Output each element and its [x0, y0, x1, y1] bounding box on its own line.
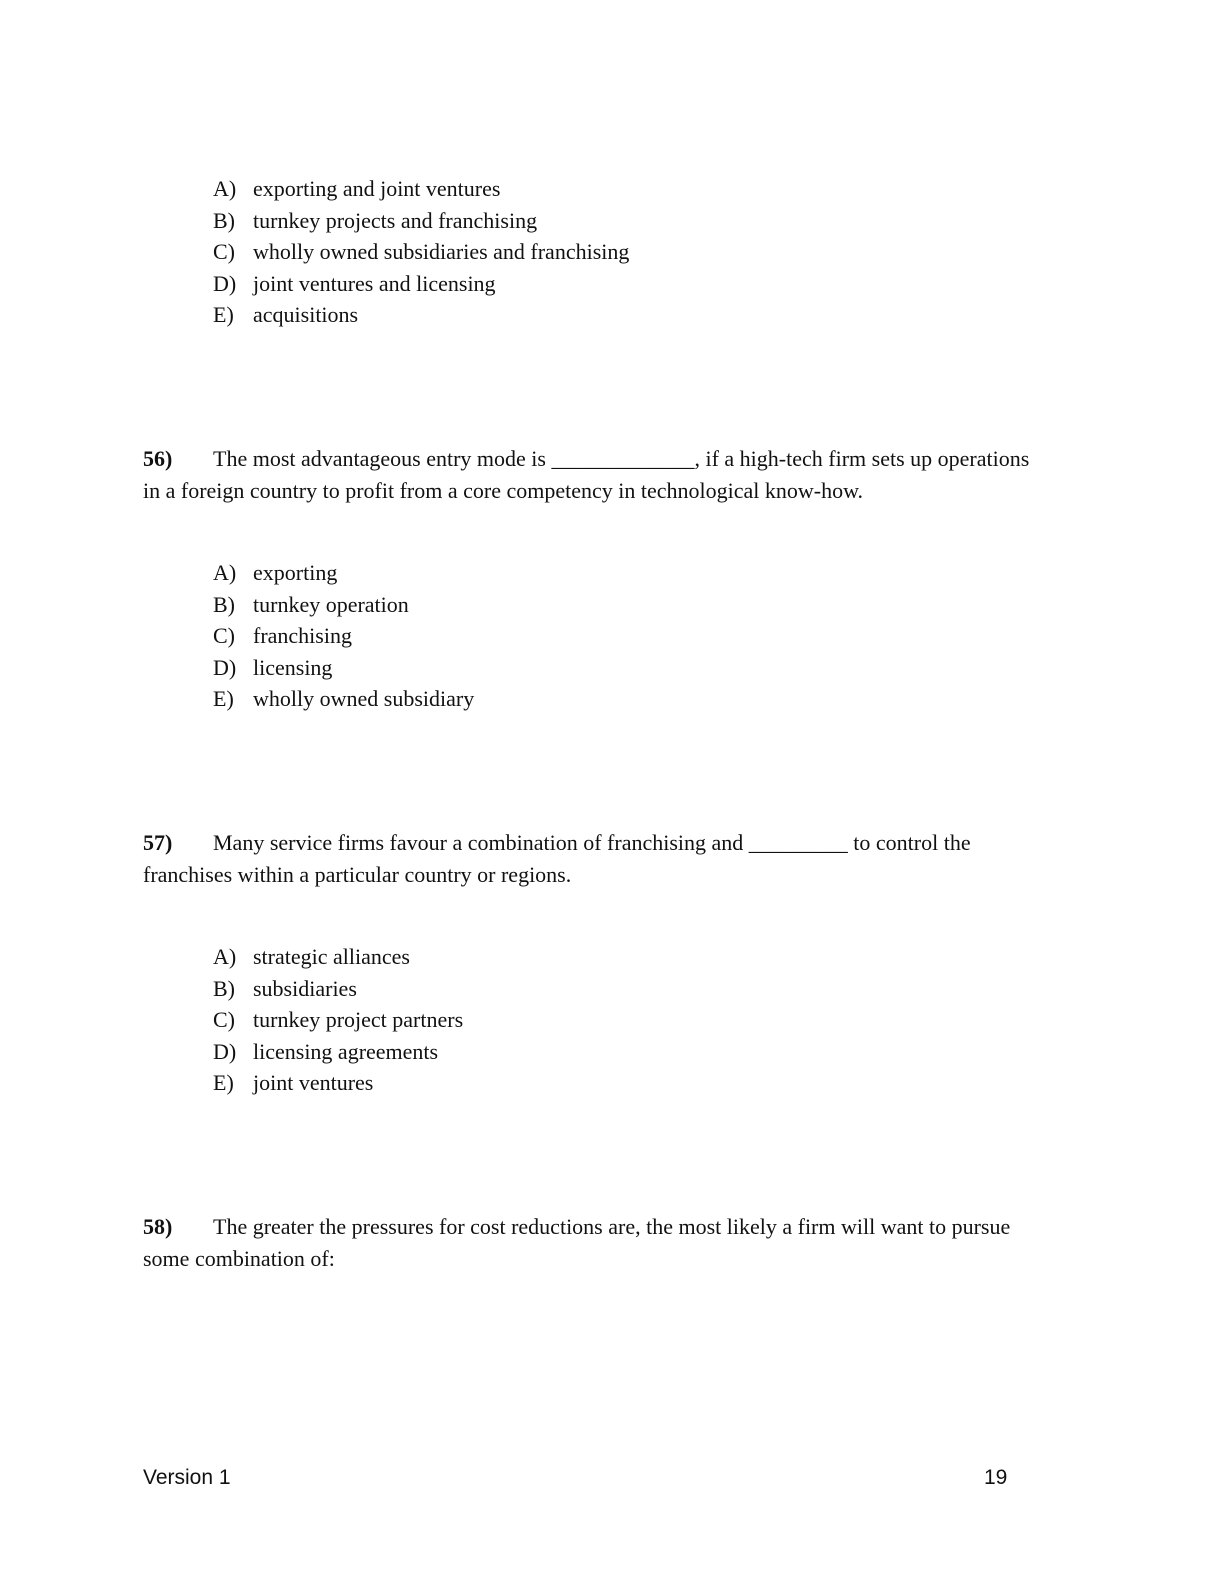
option-letter: D) — [213, 654, 237, 680]
option-text: franchising — [253, 623, 352, 648]
option-a — [213, 173, 629, 205]
option-letter: E) — [213, 302, 234, 327]
option-text: joint ventures — [253, 1070, 374, 1095]
option-text: joint ventures and licensing — [253, 270, 496, 296]
option-b — [213, 205, 629, 237]
option-letter: D) — [213, 1038, 237, 1064]
option-letter: E) — [213, 686, 234, 711]
option-text: exporting and joint ventures — [253, 176, 501, 201]
option-text: licensing agreements — [253, 1038, 439, 1064]
option-letter: C) — [213, 1007, 235, 1032]
question-number: 56) — [143, 446, 173, 471]
option-letter: A) — [213, 560, 237, 585]
option-e — [213, 683, 474, 715]
previous-question-options — [213, 173, 629, 331]
question-text: The greater the pressures for cost reductions are, the most likely a firm will want to pursue some combination of: — [143, 1214, 1011, 1271]
option-letter: C) — [213, 623, 235, 648]
option-letter: A) — [213, 944, 237, 969]
option-a — [213, 941, 463, 973]
question-56 — [143, 443, 1043, 506]
footer-page-number: 19 — [984, 1466, 1008, 1489]
option-e — [213, 299, 629, 331]
option-e — [213, 1067, 463, 1099]
option-d — [213, 1036, 463, 1068]
option-text: turnkey operation — [253, 591, 409, 617]
option-letter: D) — [213, 270, 237, 296]
question-number: 58) — [143, 1214, 173, 1239]
option-b — [213, 973, 463, 1005]
option-text: subsidiaries — [253, 975, 357, 1001]
option-d — [213, 268, 629, 300]
option-text: turnkey project partners — [253, 1007, 464, 1032]
question-number: 57) — [143, 830, 173, 855]
option-c — [213, 1004, 463, 1036]
footer-version: Version 1 — [143, 1466, 231, 1489]
option-text: acquisitions — [253, 302, 359, 327]
option-a — [213, 557, 474, 589]
option-c — [213, 620, 474, 652]
option-letter: B) — [213, 591, 235, 617]
option-b — [213, 589, 474, 621]
option-text: wholly owned subsidiaries and franchising — [253, 239, 630, 264]
option-letter: C) — [213, 239, 235, 264]
option-text: turnkey projects and franchising — [253, 207, 538, 233]
option-letter: A) — [213, 176, 237, 201]
option-c — [213, 236, 629, 268]
option-text: wholly owned subsidiary — [253, 686, 475, 711]
option-d — [213, 652, 474, 684]
option-letter: B) — [213, 207, 235, 233]
question-text: The most advantageous entry mode is _____________, if a high-tech firm sets up operations in a foreign country to profit from a core competency in technological know-how. — [143, 446, 1030, 503]
question-57-options — [213, 941, 463, 1099]
question-58 — [143, 1211, 1043, 1274]
question-text: Many service firms favour a combination of franchising and _________ to control the franchises within a particular country or regions. — [143, 830, 971, 887]
question-56-options — [213, 557, 474, 715]
option-text: licensing — [253, 654, 333, 680]
option-text: strategic alliances — [253, 944, 410, 969]
option-letter: B) — [213, 975, 235, 1001]
option-text: exporting — [253, 560, 338, 585]
option-letter: E) — [213, 1070, 234, 1095]
question-57 — [143, 827, 1043, 890]
